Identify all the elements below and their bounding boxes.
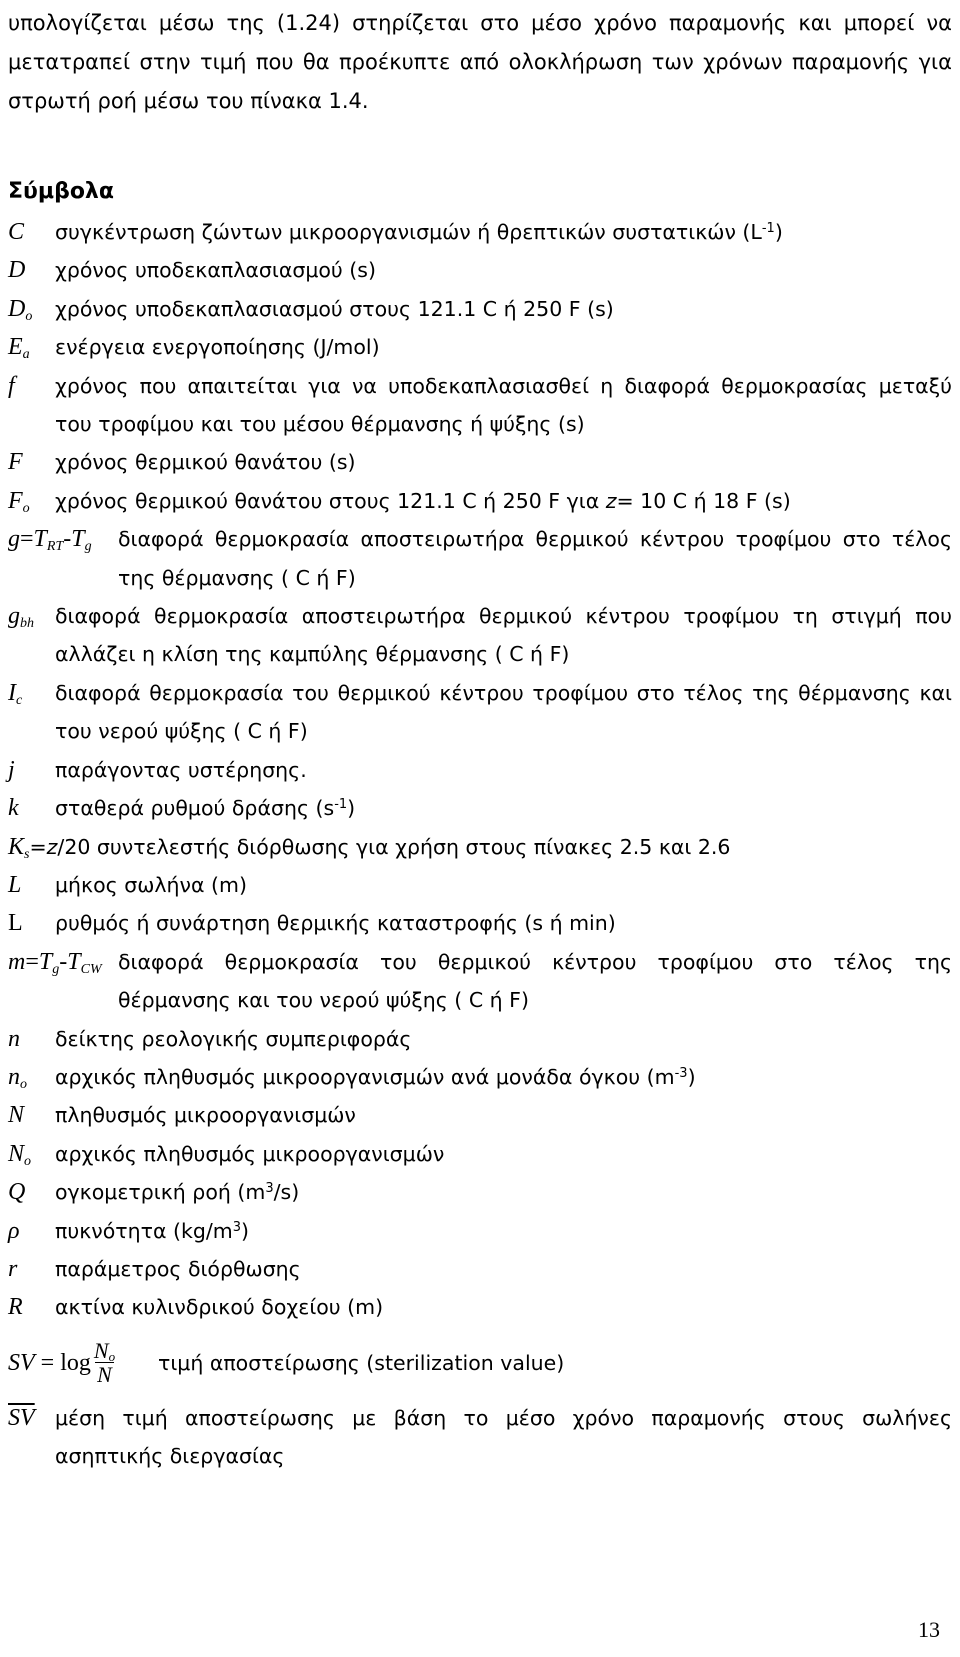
- symbol: $F_o$: [8, 487, 30, 516]
- symbol-description: αρχικός πληθυσμός μικροοργανισμών ανά μονάδα όγκου $(m^{-3})$: [55, 1064, 696, 1089]
- sv-formula: SV = log $\frac{N_o}{N}$: [8, 1338, 116, 1388]
- symbol-description: παράγοντας υστέρησης.: [55, 757, 307, 782]
- symbol-description: μέση τιμή αποστείρωσης με βάση το μέσο χρόνο παραμονής στους σωλήνες ασηπτικής διεργασίας: [55, 1405, 952, 1469]
- symbol-description: ενέργεια ενεργοποίησης (J/mol): [55, 335, 380, 360]
- symbol: $N_o$: [8, 1140, 32, 1169]
- symbol-description: =z/20 συντελεστής διόρθωσης για χρήση στους πίνακες 2.5 και 2.6: [29, 834, 731, 859]
- symbol-description: ρυθμός ή συνάρτηση θερμικής καταστροφής (s ή min): [55, 911, 616, 936]
- symbol: $I_c$: [8, 679, 23, 708]
- symbol: D: [8, 257, 26, 284]
- symbol-entry-R: [8, 1288, 952, 1326]
- symbol: $D_o$: [8, 295, 33, 324]
- symbol-description: παράμετρος διόρθωσης: [55, 1256, 301, 1281]
- symbol-description: χρόνος θερμικού θανάτου (s): [55, 450, 356, 475]
- intro-paragraph: υπολογίζεται μέσω της (1.24) στηρίζεται στο μέσο χρόνο παραμονής και μπορεί να μετατραπεί στην τιμή που θα προέκυπτε από ολοκλήρωση των χρόνων παραμονής για στρωτή ροή μέσω του πίνακα 1.4.: [8, 11, 952, 113]
- symbol-entry-Ic: [8, 674, 952, 751]
- symbol: Q: [8, 1179, 26, 1206]
- symbol-description: τιμή αποστείρωσης (sterilization value): [158, 1350, 565, 1375]
- symbol: L: [8, 910, 23, 937]
- symbol-entry-L: [8, 866, 952, 904]
- symbol-description: πληθυσμός μικροοργανισμών: [55, 1103, 356, 1128]
- symbol: C: [8, 219, 25, 245]
- symbol-entry-rho: [8, 1212, 952, 1250]
- sv-fraction: $\frac{N_o}{N}$: [93, 1338, 116, 1388]
- symbol-description: σταθερά ρυθμού δράσης $(s^{-1})$: [55, 796, 356, 821]
- symbol-description: μήκος σωλήνα (m): [55, 872, 247, 897]
- symbol-entry-D: [8, 251, 952, 289]
- symbol-entry-k: [8, 789, 952, 827]
- symbol-description: χρόνος υποδεκαπλασιασμού (s): [55, 258, 376, 283]
- symbol: $m=T_g-T_{CW}$: [8, 948, 102, 977]
- symbol: k: [8, 795, 19, 822]
- symbol: N: [8, 1102, 25, 1129]
- page-number: 13: [918, 1617, 940, 1642]
- symbol-entry-Do: [8, 290, 952, 328]
- symbol-description: διαφορά θερμοκρασία του θερμικού κέντρου τροφίμου στο τέλος της θέρμανσης και του νερού ψύξης ( C ή F): [118, 949, 952, 1013]
- symbol-description: χρόνος που απαιτείται για να υποδεκαπλασιασθεί η διαφορά θερμοκρασίας μεταξύ του τροφίμου και του μέσου θέρμανσης ή ψύξης (s): [55, 373, 952, 437]
- symbol: ρ: [8, 1217, 20, 1244]
- symbol-description: αρχικός πληθυσμός μικροοργανισμών: [55, 1141, 445, 1166]
- symbol-entry-gbh: [8, 597, 952, 674]
- symbol-entry-SV-mean: [8, 1399, 952, 1476]
- symbol-entry-F: [8, 443, 952, 481]
- symbol-description: δείκτης ρεολογικής συμπεριφοράς: [55, 1026, 412, 1051]
- symbol-entry-SV: [8, 1327, 952, 1399]
- symbol: $E_a$: [8, 334, 30, 363]
- symbol-entry-g: [8, 520, 952, 597]
- symbol-description: πυκνότητα $(kg/m^3)$: [55, 1218, 250, 1243]
- symbol-entry-no: [8, 1058, 952, 1096]
- symbol-entry-Ea: [8, 328, 952, 366]
- symbol-description: διαφορά θερμοκρασία αποστειρωτήρα θερμικού κέντρου τροφίμου στο τέλος της θέρμανσης ( C ή F): [118, 527, 952, 590]
- symbol-entry-Q: [8, 1173, 952, 1211]
- symbol: f: [8, 372, 15, 399]
- symbol-entry-L-rate: [8, 904, 952, 942]
- symbol-description: χρόνος θερμικού θανάτου στους 121.1 C ή 250 F για z= 10 C ή 18 F (s): [55, 488, 791, 513]
- symbol: n: [8, 1025, 20, 1052]
- symbol-entry-N: [8, 1096, 952, 1134]
- section-heading: Σύμβολα: [8, 179, 114, 204]
- symbol-entry-Ks: [8, 828, 952, 866]
- symbol: R: [8, 1294, 23, 1321]
- symbol-entry-f: [8, 367, 952, 444]
- symbol: $K_s$: [8, 833, 30, 862]
- symbol-description: ακτίνα κυλινδρικού δοχείου (m): [55, 1295, 384, 1320]
- symbol-description: χρόνος υποδεκαπλασιασμού στους 121.1 C ή 250 F (s): [55, 296, 614, 321]
- symbol-entry-No: [8, 1135, 952, 1173]
- symbol-entry-n: [8, 1020, 952, 1058]
- symbol-description: διαφορά θερμοκρασία του θερμικού κέντρου τροφίμου στο τέλος της θέρμανσης και του νερού ψύξης ( C ή F): [55, 680, 952, 744]
- symbols-list: [8, 213, 952, 1476]
- symbol-description: ογκομετρική ροή $(m^3/s)$: [55, 1180, 300, 1205]
- symbol: $g=T_{RT}-T_g$: [8, 526, 92, 555]
- symbol: L: [8, 871, 22, 898]
- symbol-description: συγκέντρωση ζώντων μικροοργανισμών ή θρεπτικών συστατικών $(L^{-1})$: [55, 220, 783, 244]
- symbol-entry-j: [8, 751, 952, 789]
- symbol: $g_{bh}$: [8, 603, 34, 632]
- symbol: r: [8, 1255, 18, 1282]
- symbol-entry-m: [8, 943, 952, 1020]
- document-page: [8, 0, 952, 1476]
- symbol-description: διαφορά θερμοκρασία αποστειρωτήρα θερμικού κέντρου τροφίμου τη στιγμή που αλλάζει η κλίση της καμπύλης θέρμανσης ( C ή F): [55, 604, 952, 667]
- symbol-entry-Fo: [8, 482, 952, 520]
- symbol-entry-C: [8, 213, 952, 251]
- symbol: $n_o$: [8, 1063, 27, 1092]
- symbol: $\overline{SV}$: [8, 1404, 35, 1431]
- symbol: j: [8, 756, 15, 783]
- symbol-entry-r: [8, 1250, 952, 1288]
- symbol: F: [8, 449, 23, 476]
